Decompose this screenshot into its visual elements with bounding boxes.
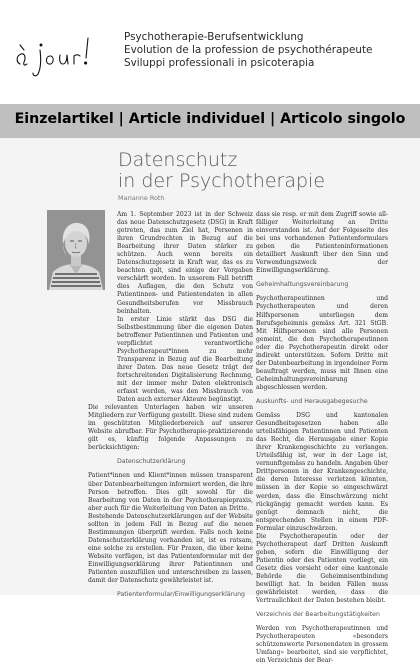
paragraph: Gemäss DSG und kantonalen Gesundheitsgesetzen haben alle urteilsfähigen Patientinnen und Patienten das Recht, die Herausgabe einer Kopie ihrer Krankengeschichte zu verlangen. Urteilsfähig ist, wer in der Lage ist, vernunftgemäss zu handeln. Angaben über Drittpersonen in der Krankengeschichte, die deren Interesse verletzen könnten, müssen in der Kopie so eingeschwärzt werden, dass die Einschwärzung nicht rückgängig gemacht werden kann. Es genügt demnach nicht, die entsprechenden Stellen in einem PDF-Formular einzuschwärzen. [256,412,388,532]
paragraph: Bestehende Datenschutzerklärungen auf der Website sollten in jedem Fall in Bezug auf die neuen Bestimmungen überprüft werden. Falls noch keine Datenschutzerklärung vorhanden ist, ist es ratsam, eine solche zu erstellen. Für Praxen, die über keine Website verfügen, ist das Patientenformular mit der Einwilligungserklärung ihrer Patientinnen und Patienten auszufüllen und unterschreiben zu lassen, damit der Datenschutz gewährleistet ist. [88,512,253,585]
article-title [118,150,325,192]
section-heading: Verzeichnis der Bearbeitungstätigkeiten [256,611,380,619]
tagline-de: Psychotherapie-Berufsentwicklung [124,31,304,43]
paragraph: Werden von Psychotherapeutinnen und Psychotherapeuten «besonders schützenswerte Personendaten in grossem Umfang» bearbeitet, sind sie verpflichtet, ein Verzeichnis der Bear- [256,625,388,665]
section-heading: Patientenformular/Einwilligungserklärung [117,591,245,599]
paragraph: In erster Linie stärkt das DSG die Selbstbestimmung über die eigenen Daten betroffener Patientinnen und Patienten und verpflichtet verantwortliche Psychotherapeut*innen zu mehr Transparenz in Bezug auf die Bearbeitung ihrer Daten. Das neue Gesetz trägt der fortschreitenden Digitalisierung Rechnung, mit der immer mehr Daten elektronisch erfasst werden, was den Missbrauch von Daten auch externer Akteure begünstigt. [117,315,253,404]
paragraph: Patient*innen und Klient*innen müssen transparent über Datenbearbeitungen informiert werden, die ihre Person betreffen. Dies gilt sowohl für die Bearbeitung von Daten in der Psychotherapiepraxis, aber auch für die Weiterleitung von Daten an Dritte. [88,472,253,512]
paragraph: dass sie resp. er mit dem Zugriff sowie all-fälliger Weiterleitung an Dritte einverstanden ist. Auf der Folgeseite des bei uns vorhandenen Patientenformulars geben die Patienteninformationen detailliert Auskunft über den Sinn und Verwendungszweck der Einwilligungserklärung. [256,211,388,275]
article-column-left [88,211,253,605]
page-header [0,0,420,100]
section-heading: Auskunfts- und Herausgabegesuche [256,397,368,405]
paragraph: Psychotherapeutinnen und Psychotherapeuten und deren Hilfspersonen unterliegen dem Berufsgeheimnis gemäss Art. 321 StGB. Mit Hilfspersonen sind alle Personen gemeint, die den Psychotherapeutinnen oder die Psychotherapeutin direkt oder indirekt unterstützen. Sofern Dritte mit der Datenbearbeitung in irgendeiner Form beauftragt werden, muss mit Ihnen eine Geheimhaltungsvereinbarung abgeschlossen werden. [256,295,388,391]
tagline-fr: Evolution de la profession de psychothérapeute [124,44,373,57]
paragraph: Die relevanten Unterlagen haben wir unseren Mitgliedern zur Verfügung gestellt. Diese sind zudem im geschützten Mitgliederbereich auf unserer Website abrufbar. Für Psychotherapie-praktizierende gilt es, künftig folgende Anpassungen zu berücksichtigen: [88,404,253,452]
header-tagline [124,31,372,71]
tagline-it: Sviluppi professionali in psicoterapia [124,57,315,70]
paragraph: Die Psychotherapeutin oder der Psychotherapeut darf Dritten Auskunft geben, sofern die Einwilligung der Patientin oder des Patienten vorliegt, ein Gesetz dies vorsieht oder eine kantonale Behörde die Geheimnisentbindung bewilligt hat. In beiden Fällen muss gewährleistet werden, dass die Vertraulichkeit der Daten bestehen bleibt. [256,532,388,605]
a-jour-logo [12,20,100,80]
article-column-right [256,211,388,665]
section-heading: Geheimhaltungsvereinbarung [256,281,349,289]
article-title-line-2: in der Psychotherapie [118,170,326,192]
author-photo [47,210,105,290]
article-title-line-1: Datenschutz [118,149,238,171]
article-intro: Am 1. September 2023 ist in der Schweiz das neue Datenschutzgesetz (DSG) in Kraft getreten, das zum Ziel hat, Personen in ihren Grundrechten in Bezug auf die Bearbeitung ihrer Daten stärker zu schützen. Auch wenn bereits ein Datenschutzgesetz in Kraft war, das es zu beachten galt, sind einige der Vorgaben verschärft worden. In unserem Fall betrifft dies Auflagen, die den Schutz von Patientinnen- und Patientendaten in allen Gesundheitsberufen vor Missbrauch beinhalten. [117,211,253,315]
banner-title: Einzelartikel | Article individuel | Articolo singolo [14,111,406,127]
article-author: Marianne Roth [118,194,165,202]
section-heading: Datenschutzerklärung [117,458,186,466]
